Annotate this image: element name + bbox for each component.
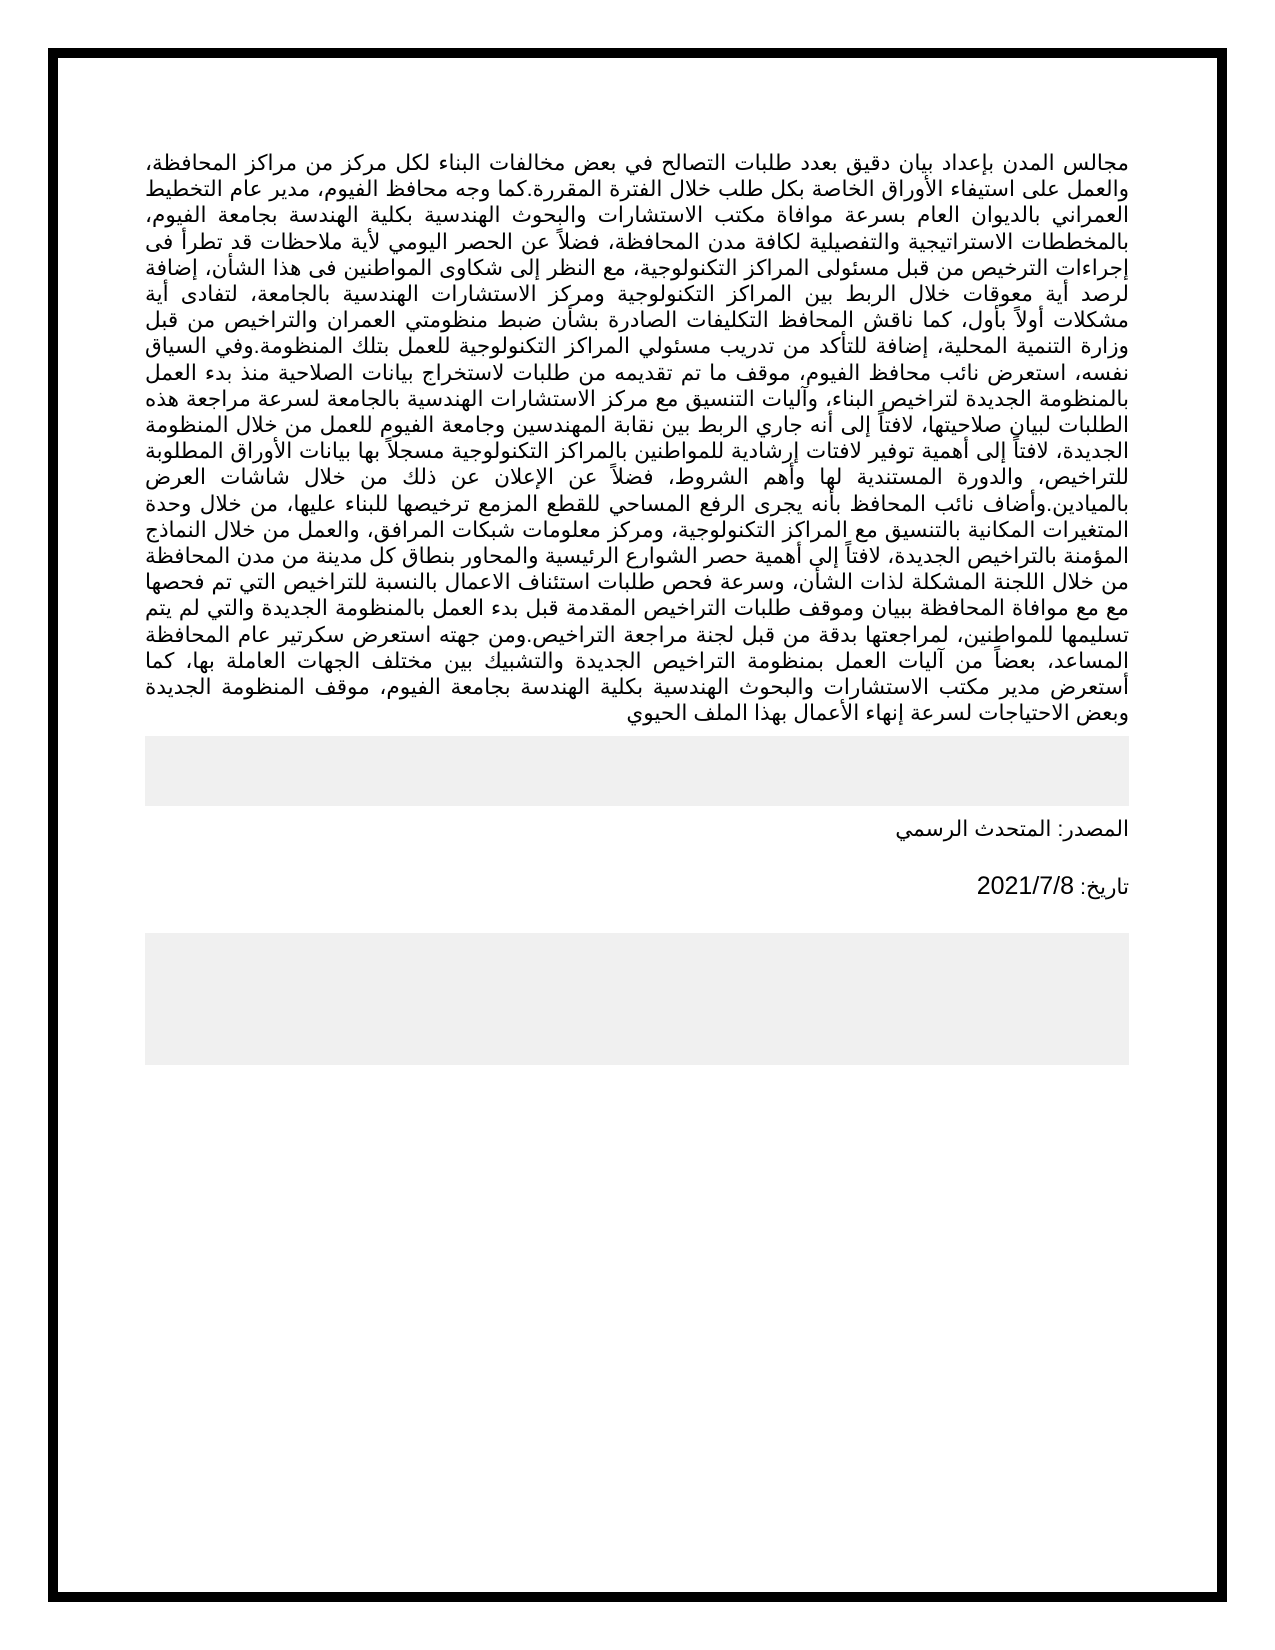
placeholder-box-bottom	[145, 933, 1129, 1065]
article-content	[145, 150, 1129, 1065]
date-label: تاريخ:	[1074, 874, 1129, 900]
article-date	[145, 872, 1129, 901]
placeholder-box-top	[145, 736, 1129, 806]
article-source: المصدر: المتحدث الرسمي	[895, 816, 1129, 842]
article-body: مجالس المدن بإعداد بيان دقيق بعدد طلبات التصالح في بعض مخالفات البناء لكل مركز من مراكز المحافظة، والعمل على استيفاء الأوراق الخاصة بكل طلب خلال الفترة المقررة.كما وجه محافظ الفيوم، مدير عام التخطيط العمراني بالديوان العام بسرعة موافاة مكتب الاستشارات والبحوث الهندسية بكلية الهندسة بجامعة الفيوم، بالمخططات الاستراتيجية والتفصيلية لكافة مدن المحافظة، فضلاً عن الحصر اليومي لأية ملاحظات قد تطرأ فى إجراءات الترخيص من قبل مسئولى المراكز التكنولوجية، مع النظر إلى شكاوى المواطنين فى هذا الشأن، إضافة لرصد أية معوقات خلال الربط بين المراكز التكنولوجية ومركز الاستشارات الهندسية بالجامعة، لتفادى أية مشكلات أولاً بأول، كما ناقش المحافظ التكليفات الصادرة بشأن ضبط منظومتي العمران والتراخيص من قبل وزارة التنمية المحلية، إضافة للتأكد من تدريب مسئولي المراكز التكنولوجية للعمل بتلك المنظومة.وفي السياق نفسه، استعرض نائب محافظ الفيوم، موقف ما تم تقديمه من طلبات لاستخراج بيانات الصلاحية منذ بدء العمل بالمنظومة الجديدة لتراخيص البناء، وآليات التنسيق مع مركز الاستشارات الهندسية بالجامعة لسرعة مراجعة هذه الطلبات لبيان صلاحيتها، لافتاً إلى أنه جاري الربط بين نقابة المهندسين وجامعة الفيوم للعمل من خلال المنظومة الجديدة، لافتاً إلى أهمية توفير لافتات إرشادية للمواطنين بالمراكز التكنولوجية مسجلاً بها بيانات الأوراق المطلوبة للتراخيص، والدورة المستندية لها وأهم الشروط، فضلاً عن الإعلان عن ذلك من خلال شاشات العرض بالميادين.وأضاف نائب المحافظ بأنه يجرى الرفع المساحي للقطع المزمع ترخيصها للبناء عليها، من خلال وحدة المتغيرات المكانية بالتنسيق مع المراكز التكنولوجية، ومركز معلومات شبكات المرافق، والعمل من خلال النماذج المؤمنة بالتراخيص الجديدة، لافتاً إلى أهمية حصر الشوارع الرئيسية والمحاور بنطاق كل مدينة من مدن المحافظة من خلال اللجنة المشكلة لذات الشأن، وسرعة فحص طلبات استئناف الاعمال بالنسبة للتراخيص التي تم فحصها مع مع موافاة المحافظة ببيان وموقف طلبات التراخيص المقدمة قبل بدء العمل بالمنظومة الجديدة والتي لم يتم تسليمها للمواطنين، لمراجعتها بدقة من قبل لجنة مراجعة التراخيص.ومن جهته استعرض سكرتير عام المحافظة المساعد، بعضاً من آليات العمل بمنظومة التراخيص الجديدة والتشبيك بين مختلف الجهات العاملة بها، كما أستعرض مدير مكتب الاستشارات والبحوث الهندسية بكلية الهندسة بجامعة الفيوم، موقف المنظومة الجديدة وبعض الاحتياجات لسرعة إنهاء الأعمال بهذا الملف الحيوي	[145, 150, 1129, 726]
date-value: 2021/7/8	[976, 872, 1075, 901]
